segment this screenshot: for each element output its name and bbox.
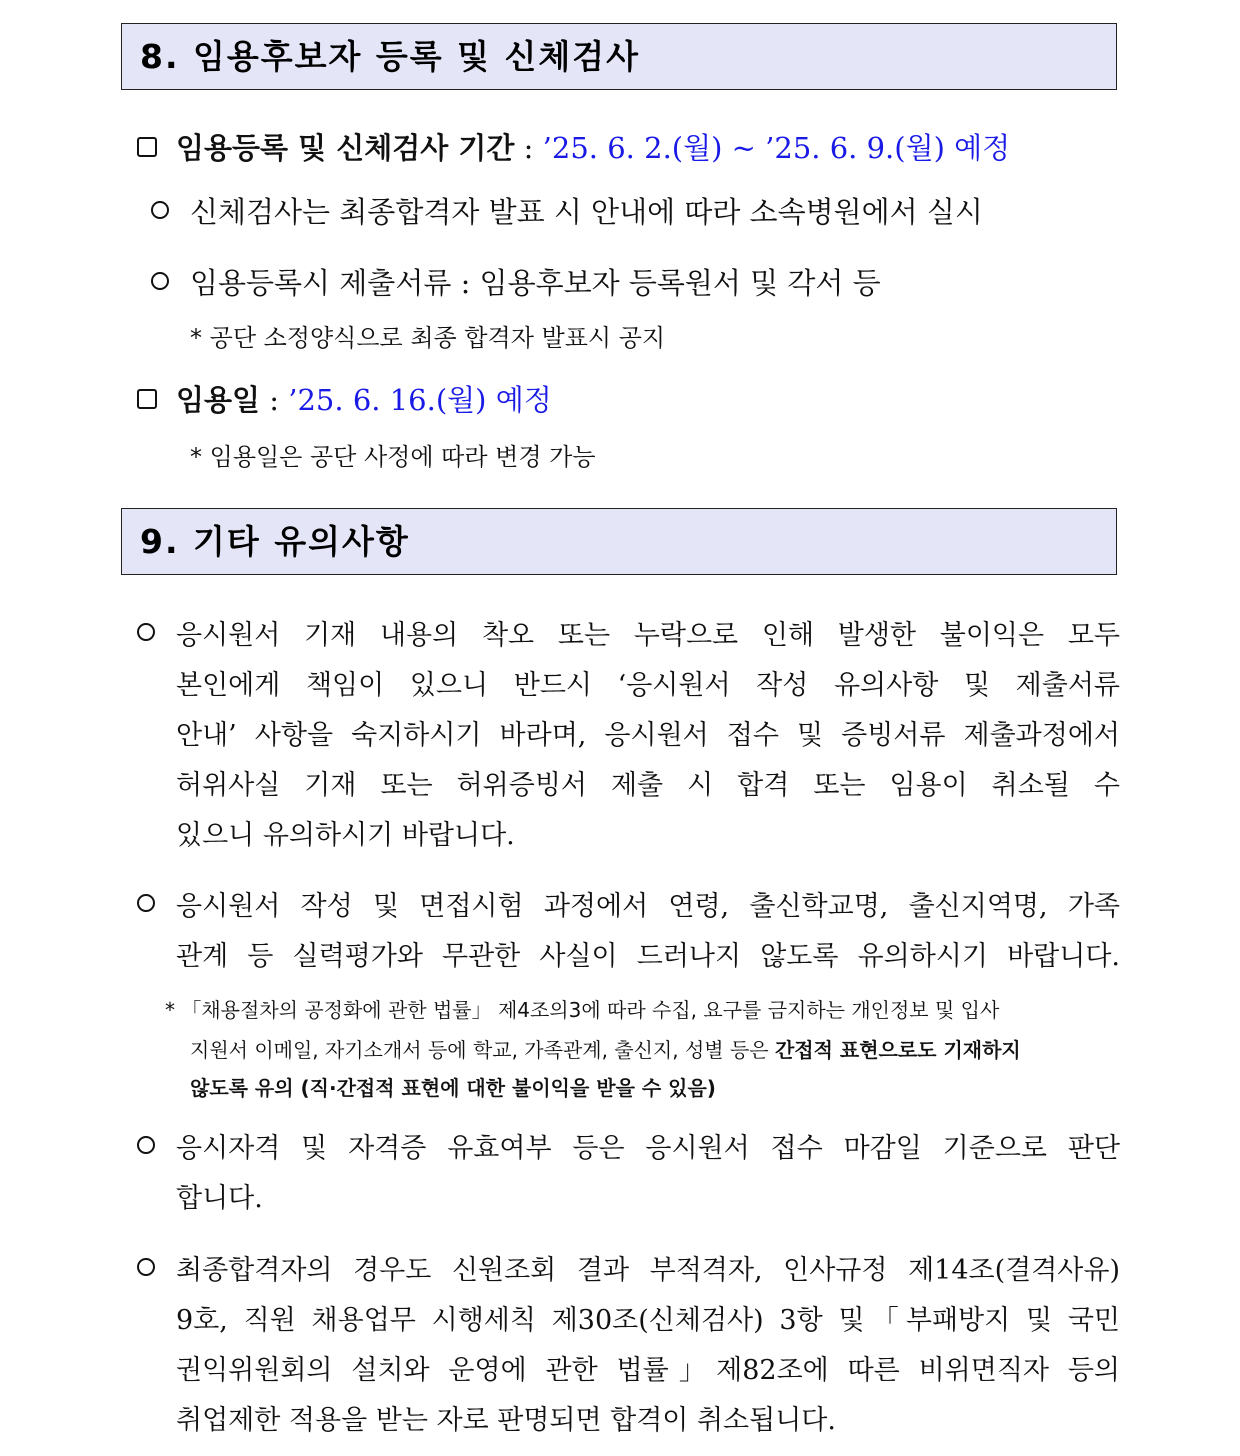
legal-note-emphasis: 간접적 표현으로도 기재하지 <box>774 1038 1021 1062</box>
section-8-title: 8. 임용후보자 등록 및 신체검사 <box>140 37 640 76</box>
p2-line: 응시원서 작성 및 면접시험 과정에서 연령, 출신학교명, 출신지역명, 가족 <box>176 891 1120 922</box>
circle-bullet-icon <box>137 623 155 641</box>
appointment-note: * 임용일은 공단 사정에 따라 변경 가능 <box>190 443 596 471</box>
period-label: 임용등록 및 신체검사 기간 <box>176 131 515 165</box>
square-bullet-icon <box>137 137 157 157</box>
p4-line: 취업제한 적용을 받는 자로 판명되면 합격이 취소됩니다. <box>176 1405 836 1436</box>
circle-bullet-icon <box>137 1258 155 1276</box>
period-sep: : <box>514 131 543 165</box>
p1-line: 있으니 유의하시기 바랍니다. <box>176 820 515 851</box>
p1-line: 안내’ 사항을 숙지하시기 바라며, 응시원서 접수 및 증빙서류 제출과정에서 <box>176 720 1120 751</box>
p3-line: 응시자격 및 자격증 유효여부 등은 응시원서 접수 마감일 기준으로 판단 <box>176 1133 1120 1164</box>
circle-bullet-icon <box>137 1136 155 1154</box>
section-9-title: 9. 기타 유의사항 <box>140 522 410 561</box>
period-value: ’25. 6. 2.(월) ~ ’25. 6. 9.(월) 예정 <box>542 131 1011 165</box>
p1-line: 응시원서 기재 내용의 착오 또는 누락으로 인해 발생한 불이익은 모두 <box>176 620 1120 651</box>
form-note: * 공단 소정양식으로 최종 합격자 발표시 공지 <box>190 324 666 352</box>
circle-bullet-icon <box>151 201 169 219</box>
appointment-sep: : <box>260 383 289 417</box>
circle-bullet-icon <box>151 272 169 290</box>
appointment-value: ’25. 6. 16.(월) 예정 <box>288 383 552 417</box>
p1-line: 허위사실 기재 또는 허위증빙서 제출 시 합격 또는 임용이 취소될 수 <box>176 770 1120 801</box>
legal-note-line: 않도록 유의 (직·간접적 표현에 대한 불이익을 받을 수 있음) <box>190 1076 716 1100</box>
p3-line: 합니다. <box>176 1183 263 1214</box>
exam-note-line: 신체검사는 최종합격자 발표 시 안내에 따라 소속병원에서 실시 <box>190 195 983 229</box>
section-9-header <box>121 508 1117 575</box>
appointment-label: 임용일 <box>176 383 261 417</box>
appointment-line <box>176 378 552 419</box>
legal-note-text: 지원서 이메일, 자기소개서 등에 학교, 가족관계, 출신지, 성별 등은 <box>190 1038 775 1062</box>
legal-note-line: * 「채용절차의 공정화에 관한 법률」 제4조의3에 따라 수집, 요구를 금지하는 개인정보 및 입사 <box>165 998 1000 1022</box>
circle-bullet-icon <box>137 894 155 912</box>
p2-line: 관계 등 실력평가와 무관한 사실이 드러나지 않도록 유의하시기 바랍니다. <box>176 941 1120 972</box>
p4-line: 9호, 직원 채용업무 시행세칙 제30조(신체검사) 3항 및「부패방지 및 국민 <box>176 1305 1120 1336</box>
documents-line: 임용등록시 제출서류 : 임용후보자 등록원서 및 각서 등 <box>190 266 881 300</box>
p4-line: 최종합격자의 경우도 신원조회 결과 부적격자, 인사규정 제14조(결격사유) <box>176 1255 1120 1286</box>
p4-line: 권익위원회의 설치와 운영에 관한 법률」제82조에 따른 비위면직자 등의 <box>176 1355 1120 1386</box>
square-bullet-icon <box>137 389 157 409</box>
period-line <box>176 126 1010 167</box>
legal-note-line <box>190 1034 1021 1063</box>
section-8-header <box>121 23 1117 90</box>
p1-line: 본인에게 책임이 있으니 반드시 ‘응시원서 작성 유의사항 및 제출서류 <box>176 670 1120 701</box>
